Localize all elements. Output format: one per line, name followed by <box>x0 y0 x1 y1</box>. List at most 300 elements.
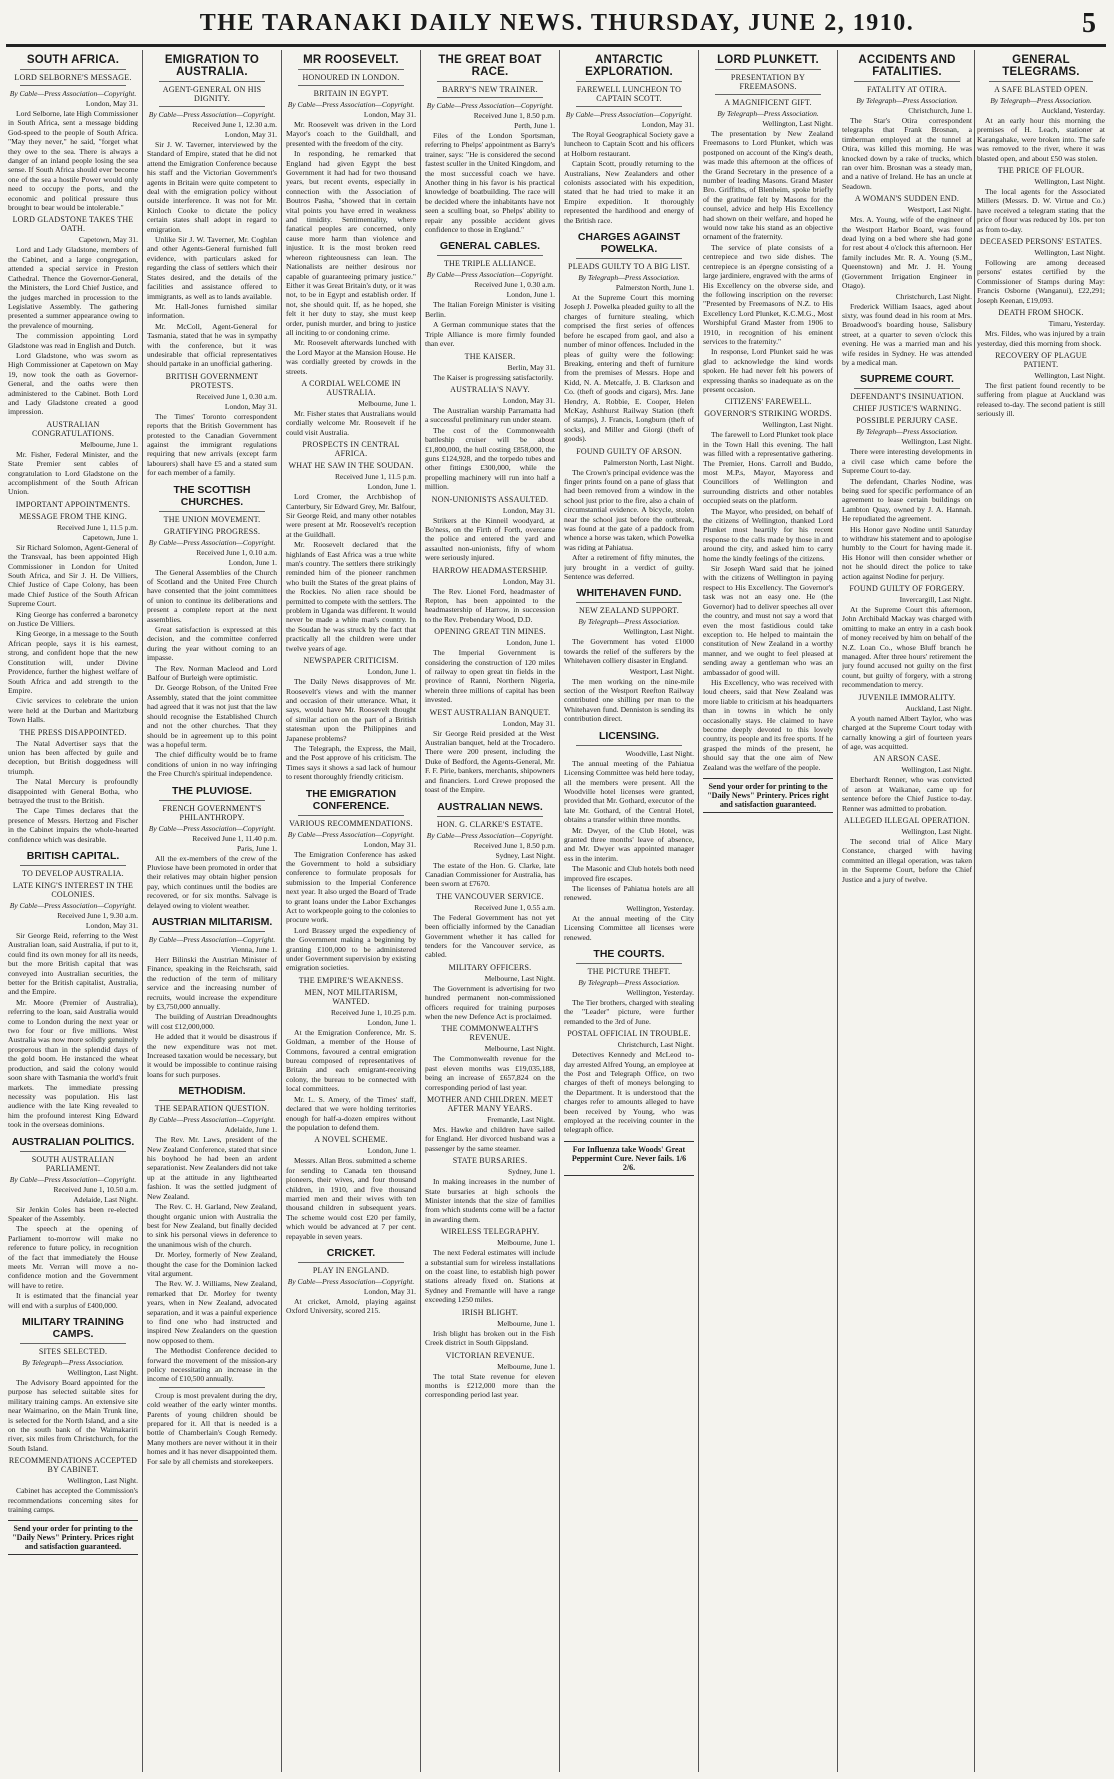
dateline: Wellington, Last Night. <box>623 627 694 637</box>
subheading: THE KAISER. <box>464 351 516 361</box>
paragraph: Sir Joseph Ward said that he joined with the citizens of Wellington in paying respect to His Excellency. The Governor's task was not an easy one. He (the Governor) had to deliver speeches all over the country, and must not say a word that even the most fastidious could take exception to. He helped to maintain the constitution of New Zealand in a worthy manner, and we ought to feel pleased at sending away a gentleman who was an ambassador of good will. <box>703 564 833 677</box>
paragraph: The Federal Government has not yet been officially informed by the Canadian Government whether it has called for tenders for the Vancouver service, as cabled. <box>425 912 555 960</box>
dateline: Timaru, Yesterday. <box>1048 319 1105 329</box>
article-heading: THE GREAT BOAT RACE. <box>438 54 542 78</box>
byline: By Telegraph—Press Association. <box>578 617 680 627</box>
subheading: HARROW HEADMASTERSHIP. <box>432 565 548 575</box>
subheading: CHIEF JUSTICE'S WARNING. <box>852 404 962 414</box>
paragraph: The service of plate consists of a centrepiece and two side dishes. The centrepiece is an épergne consisting of a large jardiniere, engraved with the arms of His Excellency on the obverse side, and the following inscription on the reverse: "Presented by Freemasons of N.Z. to His Excellency Lord Plunket, K.C.M.G., Most Worshipful Grand Master from 1906 to 1910, in recognition of his eminent services to the fraternity." <box>703 242 833 346</box>
subheading: SOUTH AUSTRALIAN PARLIAMENT. <box>31 1154 115 1173</box>
paragraph: Lord Cromer, the Archbishop of Canterbury, Sir Edward Grey, Mr. Balfour, Sir George Reid, and many other notables were present at Mr. Roosevelt's reception at the Guildhall. <box>286 492 416 539</box>
article-heading: METHODISM. <box>178 1085 246 1098</box>
article-heading: BRITISH CAPITAL. <box>26 850 120 862</box>
paragraph: Unlike Sir J. W. Taverner, Mr. Coghlan and other Agents-General furnished full evidence, with particulars asked for regarding the class of settlers which their States desired, and the details of the facilities and assistance offered to immigrants, as well as to lands available. <box>147 235 277 301</box>
dateline: Wellington, Last Night. <box>901 765 972 775</box>
column-rule <box>281 50 282 1772</box>
divider <box>437 255 543 256</box>
paragraph: The Italian Foreign Minister is visiting Berlin. <box>425 300 555 319</box>
subheading: JUVENILE IMMORALITY. <box>858 692 956 702</box>
subheading: WEST AUSTRALIAN BANQUET. <box>429 707 551 717</box>
paragraph: The Methodist Conference decided to forward the movement of the mission-ary policy necessitating an increase in the income of £10,500 annually. <box>147 1346 277 1384</box>
paragraph: The second trial of Alice Mary Constance, charged with having committed an illegal operation, was taken in the Supreme Court, before the Chief Justice and a jury of twelve. <box>842 836 972 884</box>
dateline: Adelaide, Last Night. <box>73 1194 138 1204</box>
column-accidents-left <box>842 50 972 885</box>
subheading: THE EMPIRE'S WEAKNESS. <box>298 975 404 985</box>
paragraph: His Excellency, who was received with loud cheers, said that New Zealand was more liable to criticism at his headquarters than in towns in which he only occasionally stays. He claimed to have become deeply devoted to this lovely country, its people and its free sports. If he grasped the minds of the present, he should say that the one aim of New Zealand was the welfare of the people. <box>703 677 833 772</box>
dateline: Woodville, Last Night. <box>625 748 694 758</box>
subheading: VARIOUS RECOMMENDATIONS. <box>289 818 413 828</box>
paragraph: The cost of the Commonwealth battleship cruiser will be about £1,800,000, the hull costing £858,000, the guns £124,928, and the torpedo tubes and other fittings £300,000, while the propelling machinery will run into half a million. <box>425 425 555 492</box>
paragraph: A youth named Albert Taylor, who was charged at the Supreme Court today with carnally knowing a girl of fourteen years of age, was acquitted. <box>842 713 972 751</box>
subheading: POSTAL OFFICIAL IN TROUBLE. <box>567 1029 691 1039</box>
dateline: London, May 31. <box>502 505 555 515</box>
byline: By Cable—Press Association—Copyright. <box>287 829 415 839</box>
dateline: London, May 31. <box>502 718 555 728</box>
subheading: HON. G. CLARKE'S ESTATE. <box>436 819 544 829</box>
dateline: London, May 31. <box>85 99 138 108</box>
subheading: THE UNION MOVEMENT. <box>163 514 261 524</box>
subheading: THE COMMONWEALTH'S REVENUE. <box>441 1024 539 1043</box>
subheading: PROSPECTS IN CENTRAL AFRICA. <box>302 440 400 459</box>
paragraph: The next Federal estimates will include a substantial sum for wireless installations on the coast line, to establish high power stations already fixed on. Stations at Sydney and Fremantle will have a range exceeding 1250 miles. <box>425 1248 555 1305</box>
subheading: TO DEVELOP AUSTRALIA. <box>22 869 124 878</box>
paragraph: Mr. Dwyer, of the Club Hotel, was granted three months' leave of absence, and Mr. Dwyer was appointed manager ess in the interim. <box>564 825 694 863</box>
paragraph: The licenses of Pahiatua hotels are all renewed. <box>564 883 694 903</box>
dateline: Wellington, Last Night. <box>762 420 833 430</box>
subheading: THE VANCOUVER SERVICE. <box>436 891 544 901</box>
article-heading: GENERAL TELEGRAMS. <box>1002 54 1080 78</box>
paragraph: The farewell to Lord Plunket took place in the Town Hall this evening. The hall was filled with a representative gathering. The Premier, Hons. Carroll and Buddo, most M.P.s, Mayor, Mayoress and Councillors of Wellington and surrounding districts and other notables occupied seats on the platform. <box>703 430 833 506</box>
dateline: London, June 1. <box>367 1146 416 1156</box>
column-accidents <box>842 50 1106 1772</box>
paragraph: The total State revenue for eleven months is £212,000 more than the corresponding period last year. <box>425 1371 555 1400</box>
paragraph: Cabinet has accepted the Commission's recommendations concerning sites for training camps. <box>8 1486 138 1515</box>
divider <box>437 816 543 817</box>
dateline: Received June 1, 12.30 a.m. <box>192 120 277 129</box>
dateline: Vienna, June 1. <box>230 944 277 954</box>
subheading: GOVERNOR'S STRIKING WORDS. <box>704 409 832 419</box>
article-heading: SOUTH AFRICA. <box>26 54 120 66</box>
dateline: London, May 31. <box>363 110 416 119</box>
dateline: Melbourne, Last Night. <box>484 973 555 983</box>
paragraph: The Imperial Government is considering the construction of 120 miles of railway to open great tin fields in the province of Ranni, Northern Nigeria, wherein three millions of capital has been invested. <box>425 648 555 705</box>
paragraph: The Natal Mercury is profoundly disappointed with General Botha, who betrayed the trust to the British. <box>8 777 138 805</box>
article-heading: SUPREME COURT. <box>860 373 954 386</box>
paragraph: Messrs. Allan Bros. submitted a scheme for sending to Canada ten thousand pioneers, their wives, and four thousand children, in 1910, and five thousand married men and their wives with ten thousand children in subsequent years. The scheme would cost £20 per family, which would be advanced at 7 per cent. repayable in seven years. <box>286 1156 416 1241</box>
dateline: Sydney, June 1. <box>507 1167 555 1177</box>
subheading: SITES SELECTED. <box>38 1347 108 1356</box>
paragraph: At the Emigration Conference, Mr. S. Goldman, a member of the House of Commons, favoured a central emigration bureau composed of representatives of Britain and each emigrant-receiving colony, the bureau to be connected with local committees. <box>286 1027 416 1094</box>
paragraph: At an early hour this morning the premises of H. Leach, stationer at Karangahake, were broken into. The safe was removed to the river, where it was blasted open, and about £50 was stolen. <box>977 116 1105 163</box>
article-heading: GENERAL CABLES. <box>439 240 541 253</box>
paragraph: The General Assemblies of the Church of Scotland and the United Free Church have consented that the joint committees of union to continue its deliberations and present a complete report at the next assemblies. <box>147 567 277 624</box>
subheading: FRENCH GOVERNMENT'S PHILANTHROPY. <box>162 803 262 822</box>
subheading: VICTORIAN REVENUE. <box>445 1350 535 1360</box>
subheading: FAREWELL LUNCHEON TO CAPTAIN SCOTT. <box>576 85 682 103</box>
divider <box>159 81 265 82</box>
subheading: MEN, NOT MILITARISM, WANTED. <box>304 987 398 1006</box>
dateline: Christchurch, Last Night. <box>617 1040 694 1050</box>
paragraph: The Australian warship Parramatta had a successful preliminary run under steam. <box>425 405 555 425</box>
article-heading: THE PLUVIOSE. <box>172 784 252 797</box>
paragraph: The Masonic and Club hotels both need improved fire escapes. <box>564 864 694 883</box>
article-heading: ACCIDENTS AND FATALITIES. <box>858 54 956 78</box>
paragraph: Mr. Roosevelt afterwards lunched with the Lord Mayor at the Mansion House. He was cordially greeted by crowds in the streets. <box>286 338 416 376</box>
paragraph: Detectives Kennedy and McLeod to-day arrested Alfred Young, an employee at the Post and Telegraph Office, on two charges of theft of moneys belonging to the Department. It is understood that the charges refer to amounts alleged to have been received by Young, who was employed at the receiving counter in the telegraph office. <box>564 1050 694 1135</box>
dateline: London, May 31. <box>224 401 277 411</box>
paragraph: The building of Austrian Dreadnoughts will cost £12,000,000. <box>147 1012 277 1031</box>
paragraph: The Natal Advertiser says that the union has been affected by guile and deception, but British doggedness will triumph. <box>8 738 138 776</box>
column-rule <box>420 50 421 1772</box>
article-heading: MILITARY TRAINING CAMPS. <box>22 1316 124 1340</box>
subheading: A MAGNIFICENT GIFT. <box>724 98 812 107</box>
article-heading: MR ROOSEVELT. <box>303 54 399 66</box>
column-south-africa <box>8 50 138 1772</box>
paragraph: King George has conferred a baronetcy on Justice De Villiers. <box>8 609 138 629</box>
dateline: Westport, Last Night. <box>907 205 972 215</box>
masthead-rule <box>6 44 1106 47</box>
paragraph: Great satisfaction is expressed at this decision, and the committee conferred during the year without coming to an impasse. <box>147 625 277 663</box>
paragraph: Sir George Reid, referring to the West Australian loan, said Australia, if put to it, could find its own money for all its needs, but the more British capital that was conveyed into Australian securities, the better for the British capitalist, Australia, and the Empire. <box>8 931 138 997</box>
dateline: Christchurch, Last Night. <box>895 291 972 301</box>
subheading: IMPORTANT APPOINTMENTS. <box>15 499 131 509</box>
paragraph: In making increases in the number of State bursaries at high schools the Minister intends that the size of families from which students come will be a factor in awarding them. <box>425 1177 555 1224</box>
divider <box>854 388 960 389</box>
byline: By Cable—Press Association—Copyright. <box>9 901 137 910</box>
subheading: RECOVERY OF PLAGUE PATIENT. <box>995 350 1087 369</box>
divider <box>576 258 682 259</box>
page-number: 5 <box>1082 8 1096 39</box>
subheading: WHAT HE SAW IN THE SOUDAN. <box>288 461 414 471</box>
paragraph: Sir Richard Solomon, Agent-General of the Transvaal, has been appointed High Commissioner in London for United South Africa, and Sir J. H. De Villiers, Chief Justice of Cape Colony, has been made Chief Justice of the South African Supreme Court. <box>8 542 138 609</box>
byline: By Telegraph—Press Association. <box>717 109 819 118</box>
byline: By Cable—Press Association—Copyright. <box>9 1174 137 1184</box>
byline: By Telegraph—Press Association. <box>22 1358 124 1367</box>
byline: By Cable—Press Association—Copyright. <box>148 934 276 944</box>
paragraph: After a retirement of fifty minutes, the jury brought in a verdict of guilty. Sentence was deferred. <box>564 553 694 582</box>
paragraph: Herr Bilinski the Austrian Minister of Finance, speaking in the Reichsrath, said the reduction of the term of military service and the increasing number of recruits, would increase the expenditure by £3,750,000 annually. <box>147 954 277 1011</box>
divider <box>576 963 682 964</box>
byline: By Cable—Press Association—Copyright. <box>148 1115 276 1125</box>
column-rule <box>837 50 838 1772</box>
dateline: Westport, Last Night. <box>629 666 694 676</box>
paragraph: In response, Lord Plunket said he was glad to acknowledge the kind words spoken. He had never felt his powers of expressing thanks so inadequate as on the present occasion. <box>703 347 833 394</box>
dateline: London, June 1. <box>506 290 555 300</box>
dateline: Melbourne, June 1. <box>358 398 416 408</box>
paragraph: The Royal Geographical Society gave a luncheon to Captain Scott and his officers at Holborn restaurant. <box>564 130 694 158</box>
subheading: PLAY IN ENGLAND. <box>312 1265 390 1275</box>
paragraph: Mr. L. S. Amery, of the Times' staff, declared that we were holding territories enough for half-a-dozen empires without the population to defend them. <box>286 1094 416 1132</box>
subheading: NON-UNIONISTS ASSAULTED. <box>431 494 549 504</box>
dateline: London, June 1. <box>367 1017 416 1027</box>
printery-advertisement: Send your order for printing to the "Daily News" Printery. Prices right and satisfaction guaranteed. <box>8 1520 138 1555</box>
paragraph: The Advisory Board appointed for the purpose has selected suitable sites for military training camps. An extensive site near Waimarino, on the Main Trunk line, is selected for the North Island, and a site on the south bank of the Waimakariri river, six miles from Christchurch, for the South Island. <box>8 1378 138 1453</box>
paragraph: The Rev. Norman Macleod and Lord Balfour of Burleigh were optimistic. <box>147 663 277 683</box>
influenza-cure-advertisement: For Influenza take Woods' Great Peppermint Cure. Never fails. 1/6 2/6. <box>564 1141 694 1176</box>
dateline: Received June 1, 10.50 a.m. <box>53 1184 138 1194</box>
dateline: Received June 1, 11.5 p.m. <box>335 472 416 482</box>
subheading: AUSTRALIAN CONGRATULATIONS. <box>31 419 115 438</box>
subheading: DECEASED PERSONS' ESTATES. <box>979 237 1103 247</box>
dateline: Received June 1, 11.40 p.m. <box>192 833 277 843</box>
paragraph: Mr. Roosevelt was driven in the Lord Mayor's coach to the Guildhall, and presented with the freedom of the city. <box>286 120 416 148</box>
paragraph: Dr. Morley, formerly of New Zealand, thought the case for the Dominion lacked vital argument. <box>147 1250 277 1278</box>
paragraph: Mrs. A. Young, wife of the engineer of the Westport Harbor Board, was found dead lying on a bed where she had gone for rest about 4 o'clock this afternoon. Her family includes Mr. R. A. Young (S.M., Queenstown) and Mr. J. H. Young (Government Irrigation Engineer in Otago). <box>842 215 972 291</box>
paragraph: The defendant, Charles Nodine, was being sued for specific performance of an agreement to lease certain buildings on Lambton Quay, owned by J. A. Hannah. He repudiated the agreement. <box>842 476 972 524</box>
dateline: Adelaide, June 1. <box>224 1125 277 1135</box>
dateline: London, June 1. <box>367 482 416 492</box>
paragraph: Sir Jenkin Coles has been re-elected Speaker of the Assembly. <box>8 1204 138 1223</box>
dateline: Received June 1, 8.50 p.m. <box>473 111 555 120</box>
paragraph: The men working on the nine-mile section of the Westport Reefton Railway contributed one shilling per man to the Whitehaven fund. Denniston is sending its contribution direct. <box>564 676 694 724</box>
dateline: Received June 1, 0.30 a.m. <box>474 280 555 290</box>
dateline: Christchurch, June 1. <box>908 106 972 115</box>
paragraph: Eberhardt Renner, who was convicted of arson at Waikanae, came up for sentence before the Chief Justice to-day. Renner was admitted to probation. <box>842 775 972 813</box>
paragraph: The Government is advertising for two hundred permanent non-commissioned officers required for training purposes when the new Defence Act is proclaimed. <box>425 983 555 1021</box>
divider <box>989 81 1093 82</box>
divider <box>159 800 265 801</box>
dateline: Wellington, Last Night. <box>762 119 833 128</box>
paragraph: Following are among deceased persons' estates certified by the Commissioner of Stamps during May: Francis Osborne (Wanganui), £22,291; Joseph Keenan, £19,093. <box>977 258 1105 305</box>
dateline: Wellington, Last Night. <box>901 826 972 836</box>
byline: By Cable—Press Association—Copyright. <box>565 110 693 119</box>
byline: By Telegraph—Press Association. <box>990 96 1092 105</box>
paragraph: King George, in a message to the South African people, says it is his earnest, strong, and confident hope that the new Constitution will, under Divine Providence, further the highest welfare of South Africa and add strength to the Empire. <box>8 629 138 695</box>
paragraph: Sir J. W. Taverner, interviewed by the Standard of Empire, stated that he did not attend the Emigration Conference because his staff and the Victorian Government's agents in Britain were quite competent to deal with the emigration policy without outside interference. It was not for Mr. Kinloch Cooke to dictate the policy certain states shall adopt in regard to emigration. <box>147 140 277 234</box>
paragraph: Lord and Lady Gladstone, members of the Cabinet, and a large congregation, attended a special service in Preston Cathedral. Thence the Governor-General, the Ministers, the Lord Chief Justice, and the judges marched in procession to the Legislative Assembly. The gathering presented a summer appearance owing to the prevalence of mourning. <box>8 245 138 330</box>
subheading: STATE BURSARIES. <box>452 1156 528 1166</box>
paragraph: The speech at the opening of Parliament to-morrow will make no reference to future policy, in recognition of the fact that immediately the House meets Mr. Verran will move a no-confidence motion and the Government will have to retire. <box>8 1224 138 1290</box>
subheading: NEWSPAPER CRITICISM. <box>303 656 399 666</box>
subheading: WIRELESS TELEGRAPHY. <box>440 1227 540 1237</box>
subheading: DEFENDANT'S INSINUATION. <box>850 392 964 402</box>
paragraph: Croup is most prevalent during the dry, cold weather of the early winter months. Parents of young children should be prepared for it. All that is needed is a bottle of Chamberlain's Cough Remedy. Many mothers are never without it in their homes and it has never disappointed them. For sale by all chemists and storekeepers. <box>147 1390 277 1466</box>
dateline: London, June 1. <box>228 557 277 567</box>
paragraph: Mr. Fisher, Federal Minister, and the State Premier sent cables of congratulation to Lord Gladstone on the accomplishment of the South African Union. <box>8 449 138 497</box>
paragraph: The Rev. C. H. Garland, New Zealand, thought organic union with Australia the best for New Zealand, but finally decided to sink his personal views in deference to the unanimous wish of the church. <box>147 1202 277 1249</box>
dateline: Received June 1, 0.30 a.m. <box>196 391 277 401</box>
paragraph: Mr. Moore (Premier of Australia), referring to the loan, said Australia would come to London during the next year or two for four or five millions. West Australia was now more solidly genuinely prosperous than in the splendid days of the gold boom. He instanced the wheat production, and said the colony would soon share with Tasmania the world's fruit markets. The immediate pressing necessity was population. His last audience with the late King revealed to him the profound interest King Edward took in the overseas dominions. <box>8 997 138 1130</box>
divider <box>20 865 126 866</box>
column-rule <box>698 50 699 1772</box>
paragraph: The Daily News disapproves of Mr. Roosevelt's views and with the manner and occasion of their utterance. What, it says, would have Mr. Roosevelt thought of similar action on the part of a British statesman upon the Philippines and Japanese problems? <box>286 677 416 743</box>
subheading: AUSTRALIA'S NAVY. <box>450 384 530 394</box>
printery-advertisement: Send your order for printing to the "Daily News" Printery. Prices right and satisfaction guaranteed. <box>703 778 833 813</box>
paragraph: The annual meeting of the Pahiatua Licensing Committee was held here today, all the members were present. All the Woodville hotel licenses were granted, provided that Mr. Gothard, executor of the late Mr. Gothard, of the Central Hotel, obtains a transfer within three months. <box>564 758 694 825</box>
column-rule <box>142 50 143 1772</box>
column-rule <box>559 50 560 1772</box>
paragraph: Strikers at the Kinneil woodyard, at Bo'ness, on the Firth of Forth, overcame the police and entered the yard and assaulted non-unionists, fifty of whom were seriously injured. <box>425 515 555 563</box>
dateline: Melbourne, June 1. <box>497 1318 555 1328</box>
subheading: HONOURED IN LONDON. <box>302 73 400 82</box>
paragraph: Mr. Fisher states that Australians would cordially welcome Mr. Roosevelt if he could visit Australia. <box>286 408 416 437</box>
paragraph: Mr. Hall-Jones furnished similar information. <box>147 301 277 321</box>
subheading: MOTHER AND CHILDREN. MEET AFTER MANY YEARS. <box>427 1095 553 1113</box>
dateline: Melbourne, June 1. <box>497 1361 555 1371</box>
subheading: ALLEGED ILLEGAL OPERATION. <box>844 815 970 825</box>
dateline: London, May 31. <box>502 395 555 405</box>
article-heading: THE EMIGRATION CONFERENCE. <box>305 787 397 812</box>
paragraph: At the Supreme Court this morning Joseph J. Powelka pleaded guilty to all the charges of furniture stealing, which comprised the first series of offences before he escaped from gaol, and also a number of minor offences. Included in the pleas of guilty were the following: Breaking, entering and theft of furniture from the premises of Messrs. Hope and Kidd, N. A. Metcalfe, J. B. Clarkson and Co. (theft of goods and cigars), Mrs. Jane Hendry, A. Robbie, E. Cooper, Helen McKay, Ashhurst Railway Station (theft of stamps), J. Francis, Longburn (theft of socks), and Miller and Giorgi (theft of goods). <box>564 293 694 444</box>
article-heading: WHITEHAVEN FUND. <box>576 587 682 600</box>
subheading: GRATIFYING PROGRESS. <box>163 526 261 536</box>
divider <box>159 1100 265 1101</box>
subheading: A WOMAN'S SUDDEN END. <box>854 194 960 204</box>
article-heading: THE SCOTTISH CHURCHES. <box>173 483 251 508</box>
divider <box>437 81 543 82</box>
byline: By Cable—Press Association—Copyright. <box>426 270 554 280</box>
paragraph: The local agents for the Associated Millers (Messrs. D. W. Virtue and Co.) have received a telegram stating that the price of flour was reduced by 10s. per ton as from to-day. <box>977 187 1105 234</box>
paragraph: The Star's Otira correspondent telegraphs that Frank Brosnan, a timberman employed at the tunnel at Otira, was killed this morning. He was knocked down by a rake of trucks, which ran over him. Brosnan was a steady man, and a native of Ireland. He has an uncle at Seadown. <box>842 116 972 191</box>
paragraph: The Cape Times declares that the presence of Messrs. Hertzog and Fischer in the Cabinet impairs the whole-hearted confidence which was desirable. <box>8 806 138 844</box>
subheading: BRITAIN IN EGYPT. <box>313 89 389 98</box>
dateline: London, May 31. <box>641 120 694 129</box>
column-rule <box>974 50 975 1772</box>
dateline: Melbourne, June 1. <box>497 1238 555 1248</box>
paragraph: Lord Gladstone, who was sworn as High Commissioner at Capetown on May 19, now took the oath as Governor-General, and the oaths were then administered to the Cabinet. Both Lord and Lady Gladstone created a good impression. <box>8 350 138 417</box>
paragraph: It is estimated that the financial year will end with a surplus of £400,000. <box>8 1291 138 1310</box>
dateline: Palmerston North, Last Night. <box>603 457 694 467</box>
column-lord-plunkett <box>703 50 833 1772</box>
paragraph: Civic services to celebrate the union were held at the Durban and Maritzburg Town Halls. <box>8 696 138 725</box>
dateline: Melbourne, June 1. <box>80 439 138 449</box>
paragraph: The Times' Toronto correspondent reports that the British Government has protested to the Canadian Government against the immigrant regulations requiring that new arrivals (except farm labourers) shall have £5 and a stated sum for each member of a family. <box>147 411 277 478</box>
dateline: London, May 31. <box>363 1286 416 1296</box>
subheading: AGENT-GENERAL ON HIS DIGNITY. <box>162 85 262 103</box>
dateline: Wellington, Last Night. <box>901 437 972 447</box>
dateline: Palmerston North, June 1. <box>615 283 694 293</box>
paragraph: A German communique states that the Triple Alliance is more firmly founded than ever. <box>425 320 555 349</box>
paragraph: In responding, he remarked that England had given Egypt the best Government it had had for two thousand years, but recent events, especially in connection with the Association of Boutros Pasha, "showed that in certain vital points you have erred in weakness and timidity. Sentimentality, where fanatical peoples are concerned, only cause more harm than violence and injustice. It is the most broken reed whereon righteousness can lean. The Nationalists are neither desirous nor capable of guaranteeing primary justice." Either it was Great Britain's duty, or it was not, to be in Egypt and establish order. If not, she should quit. If, as he hoped, she felt it her duty to stay, she must keep order, punish murder, and bring to justice all inciting to or condoning crime. <box>286 149 416 337</box>
article-heading: CHARGES AGAINST POWELKA. <box>577 231 681 256</box>
divider <box>298 1262 404 1263</box>
byline: By Cable—Press Association—Copyright. <box>148 110 276 119</box>
divider <box>715 69 821 70</box>
divider <box>298 85 404 86</box>
byline: By Cable—Press Association—Copyright. <box>426 830 554 840</box>
paragraph: The Telegraph, the Express, the Mail, and the Post approve of his criticism. The Times says it shows a sad lack of humour to resent thoroughly friendly criticism. <box>286 743 416 782</box>
dateline: Received June 1, 8.50 p.m. <box>473 840 555 850</box>
dateline: Received June 1, 0.55 a.m. <box>474 902 555 912</box>
byline: By Telegraph—Press Association. <box>856 96 958 105</box>
paragraph: The commission appointing Lord Gladstone was read in English and Dutch. <box>8 331 138 350</box>
dateline: Sydney, Last Night. <box>495 850 555 860</box>
divider <box>576 602 682 603</box>
subheading: PRESENTATION BY FREEMASONS. <box>730 73 806 91</box>
divider <box>715 94 821 95</box>
dateline: Wellington, Last Night. <box>1034 370 1105 380</box>
paragraph: The Rev. Mr. Laws, president of the New Zealand Conference, stated that since his boyhood he had been an ardent separationist. New Zealanders did not take up at the attitude in any lighthearted fashion. It was the settled judgment of New Zealand. <box>147 1135 277 1201</box>
divider <box>20 1343 126 1344</box>
article-heading: AUSTRIAN MILITARISM. <box>151 915 273 928</box>
subheading: LORD GLADSTONE TAKES THE OATH. <box>12 215 134 234</box>
column-emigration <box>147 50 277 1772</box>
paragraph: Lord Selborne, late High Commissioner in South Africa, sent a message bidding God-speed to the people of South Africa. "May they never," he said, "forget what they owe to the sea. There is always a danger of an inland people losing the sea sense. If South Africa should ever become one of the sea a hostile Power would only need to occupy the ports, and the economic and political pressure thus brought to bear would be intolerable." <box>8 109 138 213</box>
paragraph: The Emigration Conference has asked the Government to hold a subsidiary conference to formulate proposals for submission to the Imperial Conference next year. It also urged the Board of Trade to grant loans under the Labor Exchanges Act to workpeople going to the colonies to procure work. <box>286 849 416 925</box>
paragraph: The Crown's principal evidence was the finger prints found on a pane of glass that had been removed from a window in the school just prior to the fire, also a chain of circumstantial evidence. A bicycle, stolen near the school just before the outbreak, was found at the gate of a paddock from whence a horse was taken, which Powelka was riding at Pahiatua. <box>564 467 694 552</box>
divider <box>854 81 960 82</box>
subheading: FATALITY AT OTIRA. <box>867 85 947 94</box>
subheading: THE PRESS DISAPPOINTED. <box>19 727 127 737</box>
article-heading: CRICKET. <box>326 1246 376 1259</box>
divider <box>159 511 265 512</box>
newspaper-title: THE TARANAKI DAILY NEWS. THURSDAY, JUNE 2, 1910. <box>199 10 915 36</box>
subheading: LORD SELBORNE'S MESSAGE. <box>14 73 132 82</box>
paragraph: The chief difficulty would be to frame conditions of union in no way infringing the Free Church's spiritual independence. <box>147 750 277 779</box>
subheading: AN ARSON CASE. <box>873 754 941 764</box>
paragraph: Dr. George Robson, of the United Free Assembly, stated that the joint committee had agreed that it was not just that the law should recognise the Established Church and not the other churches. That they should be in agreement up to this point was a hopeful term. <box>147 683 277 749</box>
divider <box>298 69 404 70</box>
dateline: Wellington, Last Night. <box>67 1476 138 1486</box>
divider <box>298 815 404 816</box>
dateline: Berlin, May 31. <box>507 362 555 372</box>
subheading: FOUND GUILTY OF ARSON. <box>576 446 682 456</box>
article-heading: LORD PLUNKETT. <box>717 54 819 66</box>
subheading: PLEADS GUILTY TO A BIG LIST. <box>568 262 690 272</box>
paragraph: The presentation by New Zealand Freemasons to Lord Plunket, which was postponed on account of the King's death, was made this afternoon at the offices of the Grand Secretary in the presence of a number of leading Masons. Grand Master Bro. Griffiths, of Blenheim, spoke briefly of the gratitude felt by Masons for the counsel, advice and help His Excellency had shown on their welfare, and hoped he would now take his stand as an objective ornament of the fraternity. <box>703 129 833 242</box>
divider <box>576 745 682 746</box>
byline: By Cable—Press Association—Copyright. <box>9 89 137 98</box>
subheading: RECOMMENDATIONS ACCEPTED BY CABINET. <box>8 1456 138 1475</box>
paragraph: The Mayor, who presided, on behalf of the citizens of Wellington, thanked Lord Plunket most heartily for his recent response to the calls made by those in and around the city, and asked him to carry home the kindly feelings of the citizens. <box>703 506 833 563</box>
subheading: A CORDIAL WELCOME IN AUSTRALIA. <box>301 378 401 397</box>
paragraph: Mrs. Fildes, who was injured by a train yesterday, died this morning from shock. <box>977 329 1105 348</box>
column-antarctic <box>564 50 694 1772</box>
dateline: Wellington, Last Night. <box>1034 177 1105 187</box>
dateline: Auckland, Yesterday. <box>1041 106 1105 115</box>
dateline: Paris, June 1. <box>237 843 277 853</box>
subheading: NEW ZEALAND SUPPORT. <box>579 606 679 616</box>
paragraph: Captain Scott, proudly returning to the Australians, New Zealanders and other colonists associated with his expedition, stated that he had tried to make it an Empire expedition. It thoroughly represented the hardihood and energy of the British race. <box>564 159 694 225</box>
dateline: London, May 31. <box>224 130 277 139</box>
byline: By Cable—Press Association—Copyright. <box>148 823 276 833</box>
byline: By Cable—Press Association—Copyright. <box>287 100 415 109</box>
article-heading: ANTARCTIC EXPLORATION. <box>585 54 673 78</box>
paragraph: The Kaiser is progressing satisfactorily. <box>433 372 554 382</box>
subheading: A NOVEL SCHEME. <box>314 1135 388 1145</box>
subheading: OPENING GREAT TIN MINES. <box>434 627 546 637</box>
article-heading: AUSTRALIAN NEWS. <box>437 800 543 813</box>
subheading: CITIZENS' FAREWELL. <box>724 397 812 407</box>
dateline: Capetown, June 1. <box>82 532 138 542</box>
subheading: MESSAGE FROM THE KING. <box>19 511 127 521</box>
divider <box>20 85 126 86</box>
article-heading: LICENSING. <box>598 729 660 742</box>
paragraph: The first patient found recently to be suffering from plague at Auckland was released to-day. The second patient is still seriously ill. <box>977 380 1105 419</box>
paragraph: All the ex-members of the crew of the Pluviose have been promoted in order that their relatives may obtain higher pension pay, which continues until the bodies are recovered, or for six months. Salvage is delayed owing to violent weather. <box>147 853 277 910</box>
dateline: Capetown, May 31. <box>78 235 138 245</box>
dateline: Received June 1, 11.5 p.m. <box>57 522 138 532</box>
paragraph: His Honor gave Nodine until Saturday to withdraw his statement and to apologise humbly to the Court for having made it. His Honor will then consider whether or not he should direct the police to take action against Nodine for perjury. <box>842 524 972 581</box>
subheading: THE PRICE OF FLOUR. <box>997 166 1085 176</box>
paragraph: Mr. Roosevelt declared that the highlands of East Africa was a true white man's country. The settlers there strikingly reminded him of the pioneer ranchmen who built the States of the great plains of the Rockies. No alien race should be permitted to compete with the settlers. The problem in Uganda was different. It would never be made a white man's country. In the Soudan he was struck by the fact that practically all the children were under twelve years of age. <box>286 540 416 653</box>
paragraph: At the annual meeting of the City Licensing Committee all licenses were renewed. <box>564 913 694 942</box>
dateline: Received June 1, 9.30 a.m. <box>57 911 138 920</box>
dateline: London, May 31. <box>502 576 555 586</box>
column-roosevelt <box>286 50 416 1772</box>
divider <box>20 69 126 70</box>
article-heading: THE COURTS. <box>593 948 665 960</box>
divider <box>576 81 682 82</box>
subheading: THE PICTURE THEFT. <box>587 967 671 976</box>
subheading: A SAFE BLASTED OPEN. <box>994 85 1088 94</box>
paragraph: The Commonwealth revenue for the past eleven months was £19,035,188, being an increase of £657,824 on the corresponding period of last year. <box>425 1054 555 1092</box>
byline: By Cable—Press Association—Copyright. <box>287 1276 415 1286</box>
dateline: Wellington, Last Night. <box>67 1368 138 1377</box>
subheading: MILITARY OFFICERS. <box>448 962 532 972</box>
dateline: Perth, June 1. <box>514 121 555 130</box>
subheading: BRITISH GOVERNMENT PROTESTS. <box>165 371 259 390</box>
